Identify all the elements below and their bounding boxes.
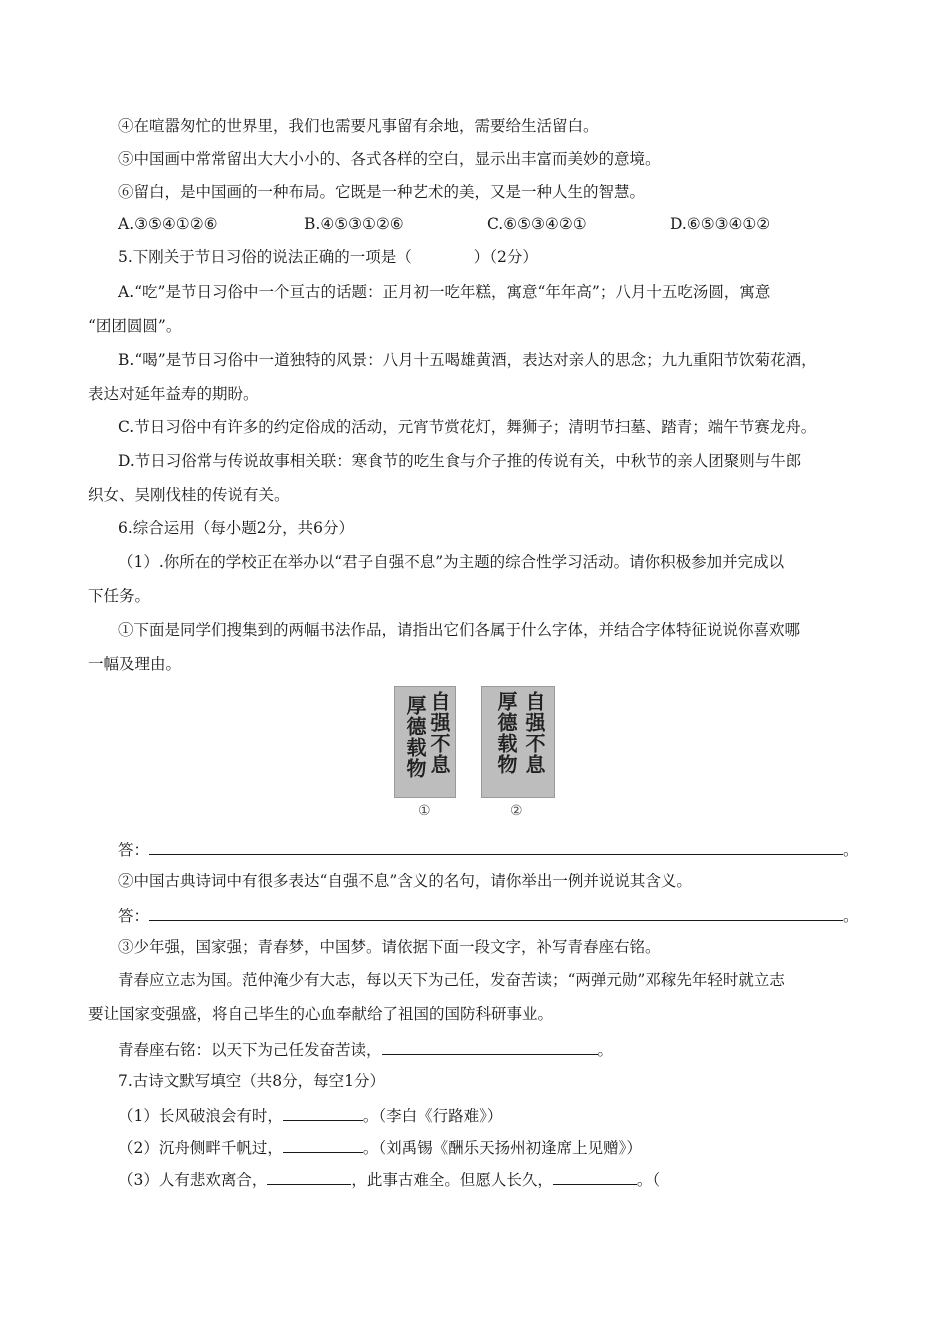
q7-blank-1[interactable] (283, 1104, 363, 1121)
motto-prefix: 青春座右铭：以天下为己任发奋苦读， (118, 1041, 382, 1059)
calligraphy-2-left-column: 厚德载物 (494, 691, 518, 775)
q7-line-3-middle: ，此事古难全。但愿人长久， (351, 1171, 553, 1189)
q6-item2: ②中国古典诗词中有很多表达“自强不息”含义的名句，请你举出一例并说说其含义。 (118, 872, 692, 890)
q7-line-3-suffix: 。（ (636, 1171, 661, 1189)
calligraphy-2-right-column: 自强不息 (522, 691, 546, 775)
option-d: D.⑥⑤③④①② (670, 215, 771, 233)
motto-end: 。 (597, 1041, 614, 1059)
sentence-5: ⑤中国画中常常留出大大小小的、各式各样的空白，显示出丰富而美妙的意境。 (118, 150, 661, 168)
q6-item1-line2: 一幅及理由。 (88, 655, 182, 673)
q7-stem: 7.古诗文默写填空（共8分，每空1分） (118, 1072, 386, 1090)
q7-line-2 (118, 1136, 642, 1158)
q5-option-d-line1: D.节日习俗常与传说故事相关联：寒食节的吃生食与介子推的传说有关，中秋节的亲人团聚则与牛郎 (118, 452, 802, 470)
answer-blank-1[interactable] (149, 838, 843, 855)
q7-blank-3[interactable] (267, 1168, 351, 1185)
sentence-4: ④在喧嚣匆忙的世界里，我们也需要凡事留有余地，需要给生活留白。 (118, 117, 599, 135)
q6-part1-line2: 下任务。 (88, 587, 151, 605)
q5-option-a-line2: “团团圆圆”。 (88, 317, 182, 335)
motto-line (118, 1038, 613, 1060)
calligraphy-2-caption: ② (510, 803, 523, 819)
q6-stem: 6.综合运用（每小题2分，共6分） (118, 519, 355, 537)
option-b: B.④⑤③①②⑥ (304, 215, 404, 233)
q7-line-1-prefix: （1）长风破浪会有时， (118, 1107, 283, 1125)
q7-blank-2[interactable] (283, 1136, 363, 1153)
q5-option-d-line2: 织女、吴刚伐桂的传说有关。 (88, 486, 290, 504)
answer-line-2 (118, 904, 859, 926)
answer-end-1: 。 (843, 841, 859, 859)
calligraphy-1-caption: ① (418, 803, 431, 819)
passage-line-1: 青春应立志为国。范仲淹少有大志，每以天下为己任，发奋苦读；“两弹元勋”邓稼先年轻时就立志 (118, 971, 785, 989)
calligraphy-work-2 (481, 686, 555, 798)
sentence-6: ⑥留白，是中国画的一种布局。它既是一种艺术的美，又是一种人生的智慧。 (118, 183, 646, 201)
answer-label: 答： (118, 907, 150, 925)
calligraphy-work-1 (394, 686, 456, 798)
q7-line-1-suffix: 。（李白《行路难》） (362, 1107, 503, 1125)
answer-label: 答： (118, 841, 150, 859)
passage-line-2: 要让国家变强盛，将自己毕生的心血奉献给了祖国的国防科研事业。 (88, 1005, 554, 1023)
q6-part1-line1: （1）.你所在的学校正在举办以“君子自强不息”为主题的综合性学习活动。请你积极参加并完成以 (118, 553, 785, 571)
q7-line-3-prefix: （3）人有悲欢离合， (118, 1171, 268, 1189)
q7-line-1 (118, 1104, 502, 1126)
q7-line-2-suffix: 。（刘禹锡《酬乐天扬州初逢席上见赠》） (362, 1139, 642, 1157)
q5-option-b-line2: 表达对延年益寿的期盼。 (88, 385, 259, 403)
option-a: A.③⑤④①②⑥ (118, 215, 218, 233)
q7-line-3 (118, 1168, 660, 1190)
q6-item1-line1: ①下面是同学们搜集到的两幅书法作品，请指出它们各属于什么字体，并结合字体特征说说你喜欢哪 (118, 621, 801, 639)
q5-option-a-line1: A.“吃”是节日习俗中一个亘古的话题：正月初一吃年糕，寓意“年年高”；八月十五吃汤圆，寓意 (118, 283, 771, 301)
q6-item3: ③少年强，国家强；青春梦，中国梦。请依据下面一段文字，补写青春座右铭。 (118, 938, 661, 956)
motto-blank[interactable] (382, 1038, 598, 1055)
q7-line-2-prefix: （2）沉舟侧畔千帆过， (118, 1139, 283, 1157)
option-c: C.⑥⑤③④②① (487, 215, 587, 233)
answer-line-1 (118, 838, 859, 860)
answer-blank-2[interactable] (149, 904, 843, 921)
answer-end-2: 。 (843, 907, 859, 925)
calligraphy-1-right-column: 自强不息 (427, 691, 451, 775)
q5-option-b-line1: B.“喝”是节日习俗中一道独特的风景：八月十五喝雄黄酒，表达对亲人的思念；九九重阳节饮菊花酒， (118, 351, 817, 369)
q7-blank-4[interactable] (553, 1168, 637, 1185)
q5-option-c: C.节日习俗中有许多的约定俗成的活动，元宵节赏花灯，舞狮子；清明节扫墓、踏青；端午节赛龙舟。 (118, 418, 817, 436)
q5-stem: 5.下刚关于节日习俗的说法正确的一项是（ ）（2分） (118, 248, 538, 266)
calligraphy-1-left-column: 厚德载物 (403, 695, 427, 779)
